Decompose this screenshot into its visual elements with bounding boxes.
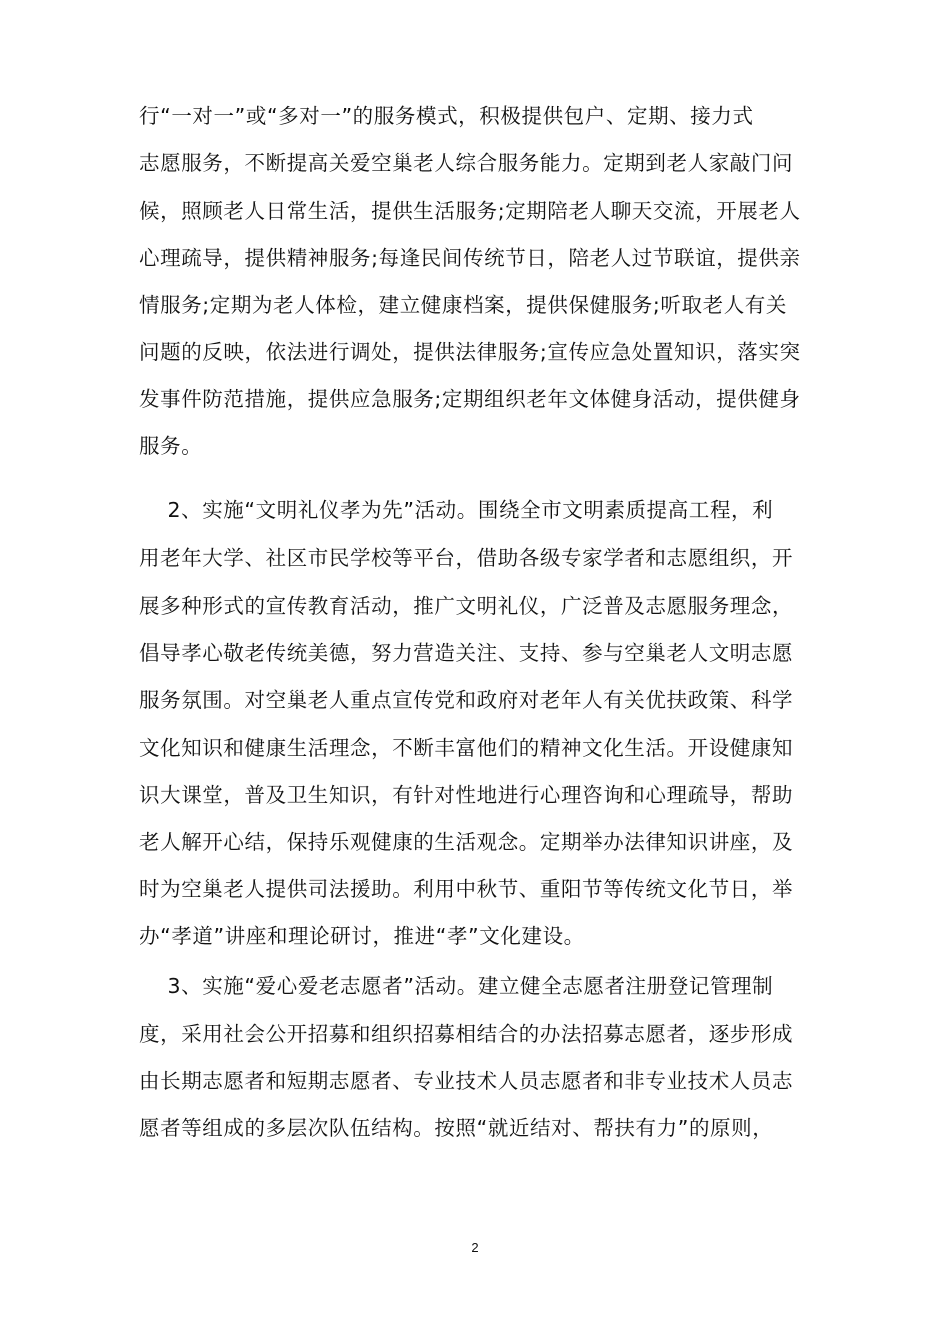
body-line: 服务氛围。对空巢老人重点宣传党和政府对老年人有关优扶政策、科学 — [139, 688, 794, 712]
page-number: 2 — [471, 1240, 479, 1255]
body-line: 展多种形式的宣传教育活动，推广文明礼仪，广泛普及志愿服务理念， — [139, 594, 794, 618]
body-line: 识大课堂，普及卫生知识，有针对性地进行心理咨询和心理疏导，帮助 — [139, 783, 794, 807]
body-line: 由长期志愿者和短期志愿者、专业技术人员志愿者和非专业技术人员志 — [139, 1069, 794, 1093]
body-line: 倡导孝心敬老传统美德，努力营造关注、支持、参与空巢老人文明志愿 — [139, 641, 794, 665]
body-line: 候，照顾老人日常生活，提供生活服务;定期陪老人聊天交流，开展老人 — [139, 199, 801, 223]
body-line: 办“孝道”讲座和理论研讨，推进“孝”文化建设。 — [139, 924, 585, 948]
body-line: 发事件防范措施，提供应急服务;定期组织老年文体健身活动，提供健身 — [139, 387, 801, 411]
body-line: 行“一对一”或“多对一”的服务模式，积极提供包户、定期、接力式 — [139, 104, 754, 128]
body-line: 服务。 — [139, 434, 203, 458]
body-line: 问题的反映，依法进行调处，提供法律服务;宣传应急处置知识，落实突 — [139, 340, 801, 364]
body-line: 度，采用社会公开招募和组织招募相结合的办法招募志愿者，逐步形成 — [139, 1022, 794, 1046]
body-line: 情服务;定期为老人体检，建立健康档案，提供保健服务;听取老人有关 — [139, 293, 788, 317]
paragraph-2-first-line: 2、实施“文明礼仪孝为先”活动。围绕全市文明素质提高工程，利 — [139, 498, 774, 522]
body-line: 志愿服务，不断提高关爱空巢老人综合服务能力。定期到老人家敲门问 — [139, 151, 794, 175]
body-line: 用老年大学、社区市民学校等平台，借助各级专家学者和志愿组织，开 — [139, 546, 794, 570]
body-line: 心理疏导，提供精神服务;每逢民间传统节日，陪老人过节联谊，提供亲 — [139, 246, 801, 270]
paragraph-3-first-line: 3、实施“爱心爱老志愿者”活动。建立健全志愿者注册登记管理制 — [139, 974, 774, 998]
body-line: 老人解开心结，保持乐观健康的生活观念。定期举办法律知识讲座，及 — [139, 830, 794, 854]
body-line: 愿者等组成的多层次队伍结构。按照“就近结对、帮扶有力”的原则， — [139, 1116, 774, 1140]
body-line: 时为空巢老人提供司法援助。利用中秋节、重阳节等传统文化节日，举 — [139, 877, 794, 901]
body-line: 文化知识和健康生活理念，不断丰富他们的精神文化生活。开设健康知 — [139, 736, 794, 760]
